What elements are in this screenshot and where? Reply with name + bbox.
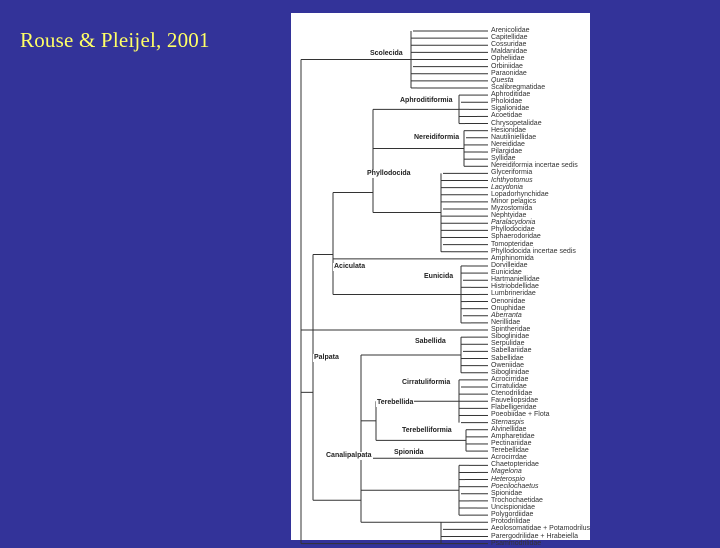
clade-label: Canalipalpata — [326, 452, 372, 459]
taxon-label: Amphinomida — [491, 254, 534, 262]
taxon-label: Aphroditidae — [491, 91, 531, 99]
taxon-label: Chrysopetalidae — [491, 119, 542, 127]
taxon-label: Cossuridae — [491, 41, 527, 49]
taxon-label: Pectinariidae — [491, 439, 532, 447]
taxon-label: Pholoidae — [491, 98, 523, 106]
clade-label: Eunicida — [424, 273, 454, 280]
taxon-label: Scalibregmatidae — [491, 83, 546, 91]
taxon-label: Glyceriformia — [491, 169, 533, 177]
taxon-label: Phyllodocida incertae sedis — [491, 247, 576, 255]
taxon-label: Poeobiidae + Flota — [491, 411, 550, 419]
taxon-label: Spionidae — [491, 489, 523, 497]
taxon-label: Nerillidae — [491, 318, 521, 326]
taxon-label: Sabellariidae — [491, 347, 532, 355]
taxon-label: Serpulidae — [491, 340, 525, 348]
taxon-label: Siboglinidae — [491, 333, 530, 341]
clade-label: Phyllodocida — [367, 170, 411, 177]
taxon-label: Lumbrineridae — [491, 290, 536, 298]
taxon-label: Nautiliniellidae — [491, 133, 537, 141]
clade-label: Cirratuliformia — [402, 379, 451, 386]
taxon-label: Minor pelagics — [491, 197, 537, 205]
taxon-label: Phyllodocidae — [491, 226, 535, 234]
taxon-label: Myzostomida — [491, 205, 533, 212]
taxon-label: Chaetopteridae — [491, 461, 539, 469]
taxon-label: Tomopteridae — [491, 240, 534, 248]
taxon-label: Acrocirrdae — [491, 454, 527, 462]
taxon-label: Pilargidae — [491, 148, 523, 156]
taxon-label: Opheliidae — [491, 55, 525, 63]
taxon-label: Aeolosomatidae + Potamodrilus — [491, 525, 591, 533]
taxon-label: Poecilochaetus — [491, 482, 539, 490]
clade-label: Terebelliformia — [402, 427, 452, 434]
taxon-label: Acoetidae — [491, 112, 523, 120]
taxon-label: Psammodrilidae — [491, 539, 542, 547]
taxon-label: Hesionidae — [491, 126, 527, 134]
taxon-label: Fauveliopsidae — [491, 397, 539, 405]
taxon-label: Uncispionidae — [491, 504, 535, 512]
taxon-label: Acrocirridae — [491, 375, 529, 383]
taxon-label: Paraonidae — [491, 69, 527, 77]
taxon-label: Polygordiidae — [491, 511, 534, 519]
taxon-label: Sternaspis — [491, 418, 525, 426]
clade-label: Terebellida — [377, 399, 414, 406]
taxon-label: Sabellidae — [491, 354, 524, 362]
citation-caption: Rouse & Pleijel, 2001 — [20, 28, 210, 52]
taxon-label: Oweniidae — [491, 361, 525, 369]
taxon-label: Aberranta — [491, 311, 522, 319]
phylogenetic-tree-figure — [291, 13, 591, 547]
clade-label: Nereidiformia — [414, 134, 460, 141]
taxon-label: Maldanidae — [491, 48, 528, 56]
clade-label: Palpata — [314, 354, 339, 361]
taxon-label: Orbiniidae — [491, 62, 523, 70]
taxon-label: Trochochaetidae — [491, 496, 543, 504]
taxon-label: Arenicolidae — [491, 27, 530, 34]
clade-label: Scolecida — [370, 50, 403, 57]
taxon-label: Sphaerodoridae — [491, 233, 541, 241]
taxon-label: Lopadorhynchidae — [491, 190, 549, 198]
taxon-label: Dorvilleidae — [491, 261, 528, 269]
taxon-label: Ctenodrilidae — [491, 390, 533, 398]
taxon-label: Lacydonia — [491, 183, 523, 191]
taxon-label: Alvinellidae — [491, 425, 527, 433]
taxon-label: Flabelligeridae — [491, 404, 537, 412]
taxon-label: Ichthyotomus — [491, 176, 533, 184]
taxon-label: Hartmaniellidae — [491, 276, 540, 284]
taxon-label: Terebellidae — [491, 447, 529, 455]
taxon-label: Protodrilidae — [491, 518, 531, 526]
taxon-label: Nereidiformia incertae sedis — [491, 162, 578, 170]
taxon-label: Paralacydonia — [491, 219, 536, 227]
taxon-label: Sigalionidae — [491, 105, 530, 113]
taxon-label: Heterospio — [491, 475, 525, 483]
taxon-label: Nephtyidae — [491, 212, 527, 220]
taxon-label: Magelona — [491, 468, 522, 476]
clade-label: Aciculata — [334, 263, 366, 270]
taxon-label: Eunicidae — [491, 269, 522, 277]
taxon-label: Oenonidae — [491, 297, 526, 305]
clade-label: Aphroditiformia — [400, 97, 453, 104]
taxon-label: Syllidae — [491, 155, 516, 163]
taxon-label: Cirratulidae — [491, 383, 527, 390]
taxon-label: Onuphidae — [491, 304, 526, 312]
clade-label: Spionida — [394, 449, 424, 456]
taxon-label: Spintheridae — [491, 326, 531, 334]
taxon-label: Parergodrilidae + Hrabeiella — [491, 532, 578, 540]
taxon-label: Nereididae — [491, 140, 525, 148]
taxon-label: Histriobdellidae — [491, 283, 539, 291]
taxon-label: Siboglinidae — [491, 368, 530, 376]
taxon-label: Questa — [491, 76, 514, 84]
clade-label: Sabellida — [415, 338, 446, 345]
taxon-label: Capitellidae — [491, 34, 528, 42]
taxon-label: Ampharetidae — [491, 432, 535, 440]
